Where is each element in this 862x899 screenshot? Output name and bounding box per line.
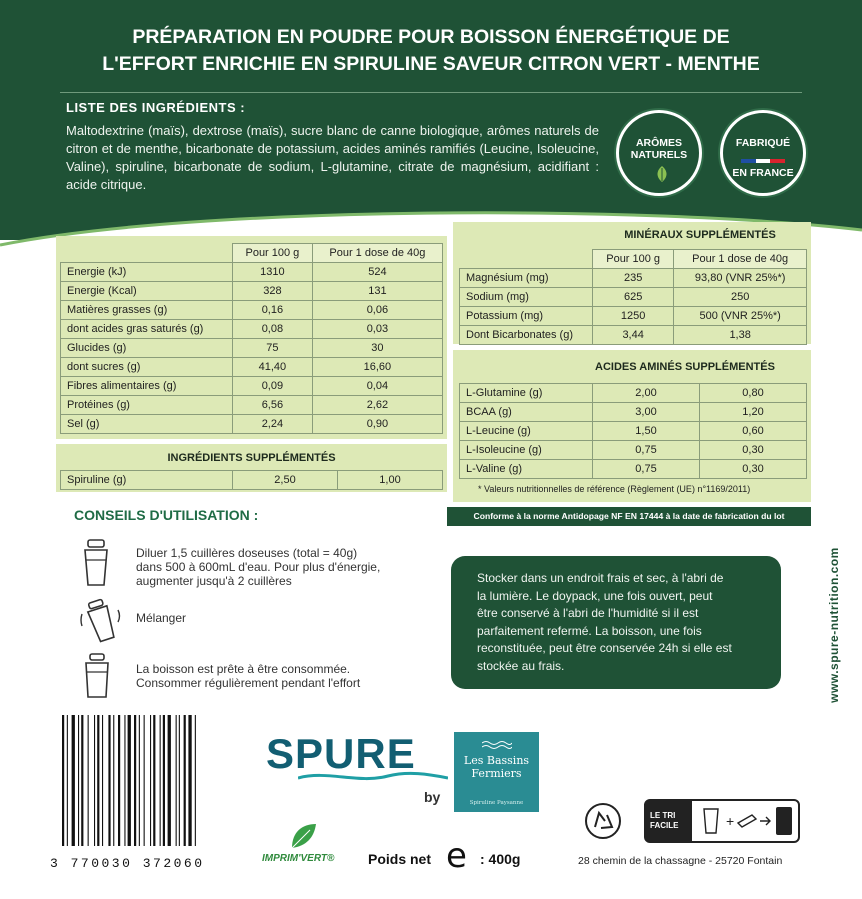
table-row [61, 471, 443, 490]
wave-logo-icon [298, 770, 448, 784]
cell-dose: 500 (VNR 25%*) [674, 307, 807, 326]
minerals-table [459, 249, 807, 345]
row-label: Spiruline (g) [61, 471, 233, 490]
table-row [460, 441, 807, 460]
cell-dose: 0,90 [312, 415, 442, 434]
cell-dose: 131 [312, 282, 442, 301]
page-title [0, 24, 862, 78]
row-label: Energie (Kcal) [61, 282, 233, 301]
cell-100g: 1,50 [593, 422, 700, 441]
row-label: L-Glutamine (g) [460, 384, 593, 403]
bottle-icon [80, 652, 114, 700]
step-line: augmenter jusqu'à 2 cuillères [136, 574, 292, 588]
step-line: Consommer régulièrement pendant l'effort [136, 676, 361, 690]
row-label: Energie (kJ) [61, 263, 233, 282]
tri-line: LE TRI [650, 811, 676, 820]
row-label: Glucides (g) [61, 339, 233, 358]
partner-name [454, 754, 539, 780]
partner-line: Fermiers [471, 767, 522, 780]
cell-dose: 93,80 (VNR 25%*) [674, 269, 807, 288]
row-label: Fibres alimentaires (g) [61, 377, 233, 396]
table-row [61, 339, 443, 358]
cell-100g: 0,16 [233, 301, 313, 320]
cell-100g: 1250 [593, 307, 674, 326]
row-label: L-Isoleucine (g) [460, 441, 593, 460]
tri-facile-info [644, 799, 800, 843]
cell-dose: 0,60 [700, 422, 807, 441]
table-row [61, 282, 443, 301]
table-row [61, 263, 443, 282]
cell-100g: 0,08 [233, 320, 313, 339]
amino-title: ACIDES AMINÉS SUPPLÉMENTÉS [595, 361, 775, 373]
column-header-dose: Pour 1 dose de 40g [312, 244, 442, 263]
row-label: Matières grasses (g) [61, 301, 233, 320]
cell-100g: 2,24 [233, 415, 313, 434]
table-header-row [61, 244, 443, 263]
cell-100g: 3,44 [593, 326, 674, 345]
cell-dose: 0,80 [700, 384, 807, 403]
cell-dose: 0,06 [312, 301, 442, 320]
leaf-icon [653, 165, 671, 183]
row-label: Dont Bicarbonates (g) [460, 326, 593, 345]
barcode-number: 3 770030 372060 [50, 856, 205, 871]
ingredients-heading: LISTE DES INGRÉDIENTS : [66, 100, 246, 115]
table-row [61, 358, 443, 377]
row-label: BCAA (g) [460, 403, 593, 422]
storage-info-box [451, 556, 781, 689]
cell-dose: 30 [312, 339, 442, 358]
ingredients-text: Maltodextrine (maïs), dextrose (maïs), sucre blanc de canne biologique, arômes naturels de citron et de menthe, bicarbonate de potassium, acides aminés ramifiés (Leucine, Isoleucine, Valine), spiruline, bicarbonate de sodium, L-glutamine, citrate de magnésium, acidifiant : acide citrique. [66, 123, 599, 192]
table-row [460, 326, 807, 345]
storage-line: être conservé à l'abri de l'humidité si il est [477, 606, 699, 620]
table-row [61, 301, 443, 320]
step-line: Diluer 1,5 cuillères doseuses (total = 40g) [136, 546, 358, 560]
row-label: Magnésium (mg) [460, 269, 593, 288]
table-row [460, 422, 807, 441]
estimated-sign: e [446, 836, 467, 876]
row-label: L-Valine (g) [460, 460, 593, 479]
cell-dose: 1,38 [674, 326, 807, 345]
net-weight-value: : 400g [480, 851, 521, 867]
table-row [61, 396, 443, 415]
cell-100g: 6,56 [233, 396, 313, 415]
table-row [460, 288, 807, 307]
partner-line: Les Bassins [463, 754, 530, 767]
column-header-dose: Pour 1 dose de 40g [674, 250, 807, 269]
cell-dose: 1,00 [338, 471, 443, 490]
table-header-row [460, 250, 807, 269]
title-line-1: PRÉPARATION EN POUDRE POUR BOISSON ÉNERGÉTIQUE DE [132, 26, 730, 48]
tri-line: FACILE [650, 821, 679, 830]
badge-line: ARÔMES [635, 137, 683, 149]
natural-aromas-badge [616, 110, 702, 196]
cell-dose: 0,30 [700, 441, 807, 460]
imprim-vert-label: IMPRIM'VERT® [262, 853, 335, 864]
table-row [61, 377, 443, 396]
badge-line: EN FRANCE [732, 167, 794, 179]
storage-line: parfaitement refermé. La boisson, une fois [477, 623, 702, 638]
cell-100g: 2,00 [593, 384, 700, 403]
cell-100g: 1310 [233, 263, 313, 282]
shaking-icon [80, 596, 124, 644]
row-label: Sodium (mg) [460, 288, 593, 307]
nutrition-table [60, 243, 443, 434]
table-row [460, 403, 807, 422]
row-label: dont acides gras saturés (g) [61, 320, 233, 339]
supplements-title: INGRÉDIENTS SUPPLÉMENTÉS [167, 452, 336, 464]
cell-dose: 0,03 [312, 320, 442, 339]
by-label: by [424, 789, 441, 805]
cell-100g: 235 [593, 269, 674, 288]
website-text: www.spure-nutrition.com [827, 547, 841, 703]
partner-tagline: Spiruline Paysanne [469, 800, 524, 806]
minerals-title: MINÉRAUX SUPPLÉMENTÉS [624, 229, 776, 241]
storage-line: Stocker dans un endroit frais et sec, à l'abri de [477, 571, 724, 585]
cell-100g: 75 [233, 339, 313, 358]
triman-recycle-icon [583, 801, 623, 841]
cell-dose: 16,60 [312, 358, 442, 377]
cell-dose: 0,30 [700, 460, 807, 479]
title-divider [60, 92, 802, 93]
website-url[interactable] [824, 530, 844, 720]
table-row [460, 460, 807, 479]
table-row [460, 307, 807, 326]
supplements-table [60, 470, 443, 490]
cell-100g: 41,40 [233, 358, 313, 377]
storage-line: reconstituée, peut être conservée 24h si elle est [477, 641, 732, 655]
storage-line: la lumière. Le doypack, une fois ouvert, peut [477, 588, 713, 603]
barcode-image [62, 715, 238, 846]
column-header-100g: Pour 100 g [233, 244, 313, 263]
table-row [61, 320, 443, 339]
row-label: dont sucres (g) [61, 358, 233, 377]
table-row [460, 384, 807, 403]
cell-dose: 0,04 [312, 377, 442, 396]
vnr-footnote: * Valeurs nutritionnelles de référence (Règlement (UE) n°1169/2011) [478, 484, 751, 494]
antidoping-banner: Conforme à la norme Antidopage NF EN 17444 à la date de fabrication du lot [447, 507, 811, 526]
row-label: L-Leucine (g) [460, 422, 593, 441]
cell-100g: 625 [593, 288, 674, 307]
net-weight-label: Poids net [368, 851, 432, 867]
step-line: La boisson est prête à être consommée. [136, 662, 351, 676]
step-line: dans 500 à 600mL d'eau. Pour plus d'énergie, [136, 560, 381, 574]
step-line: Mélanger [136, 611, 187, 625]
row-label: Sel (g) [61, 415, 233, 434]
spure-logo: SPURE [266, 730, 416, 777]
cell-100g: 0,75 [593, 460, 700, 479]
badge-line: NATURELS [630, 149, 688, 161]
shaker-icon [80, 538, 114, 588]
made-in-france-badge [720, 110, 806, 196]
amino-table [459, 383, 807, 479]
title-line-2: L'EFFORT ENRICHIE EN SPIRULINE SAVEUR CITRON VERT - MENTHE [102, 53, 760, 75]
cell-100g: 2,50 [233, 471, 338, 490]
packaging-sort-icon [694, 801, 798, 841]
tri-facile-label [646, 801, 692, 841]
cell-100g: 0,75 [593, 441, 700, 460]
step-3-text [136, 662, 360, 690]
table-row [460, 269, 807, 288]
storage-line: stockée au frais. [477, 658, 565, 673]
step-1-text [136, 546, 380, 588]
badge-line: FABRIQUÉ [735, 137, 791, 149]
cell-dose: 1,20 [700, 403, 807, 422]
step-2-text [136, 611, 186, 625]
usage-heading: CONSEILS D'UTILISATION : [74, 507, 259, 523]
imprim-vert-leaf-icon [288, 822, 318, 850]
cell-dose: 524 [312, 263, 442, 282]
column-header-100g: Pour 100 g [593, 250, 674, 269]
company-address: 28 chemin de la chassagne - 25720 Fontain [578, 855, 783, 867]
table-row [61, 415, 443, 434]
row-label: Potassium (mg) [460, 307, 593, 326]
waves-icon [482, 740, 512, 750]
row-label: Protéines (g) [61, 396, 233, 415]
bassins-fermiers-logo [454, 732, 539, 812]
cell-100g: 328 [233, 282, 313, 301]
cell-dose: 2,62 [312, 396, 442, 415]
cell-100g: 0,09 [233, 377, 313, 396]
svg-text:+: + [726, 813, 735, 829]
cell-dose: 250 [674, 288, 807, 307]
french-flag-icon [741, 159, 785, 163]
cell-100g: 3,00 [593, 403, 700, 422]
